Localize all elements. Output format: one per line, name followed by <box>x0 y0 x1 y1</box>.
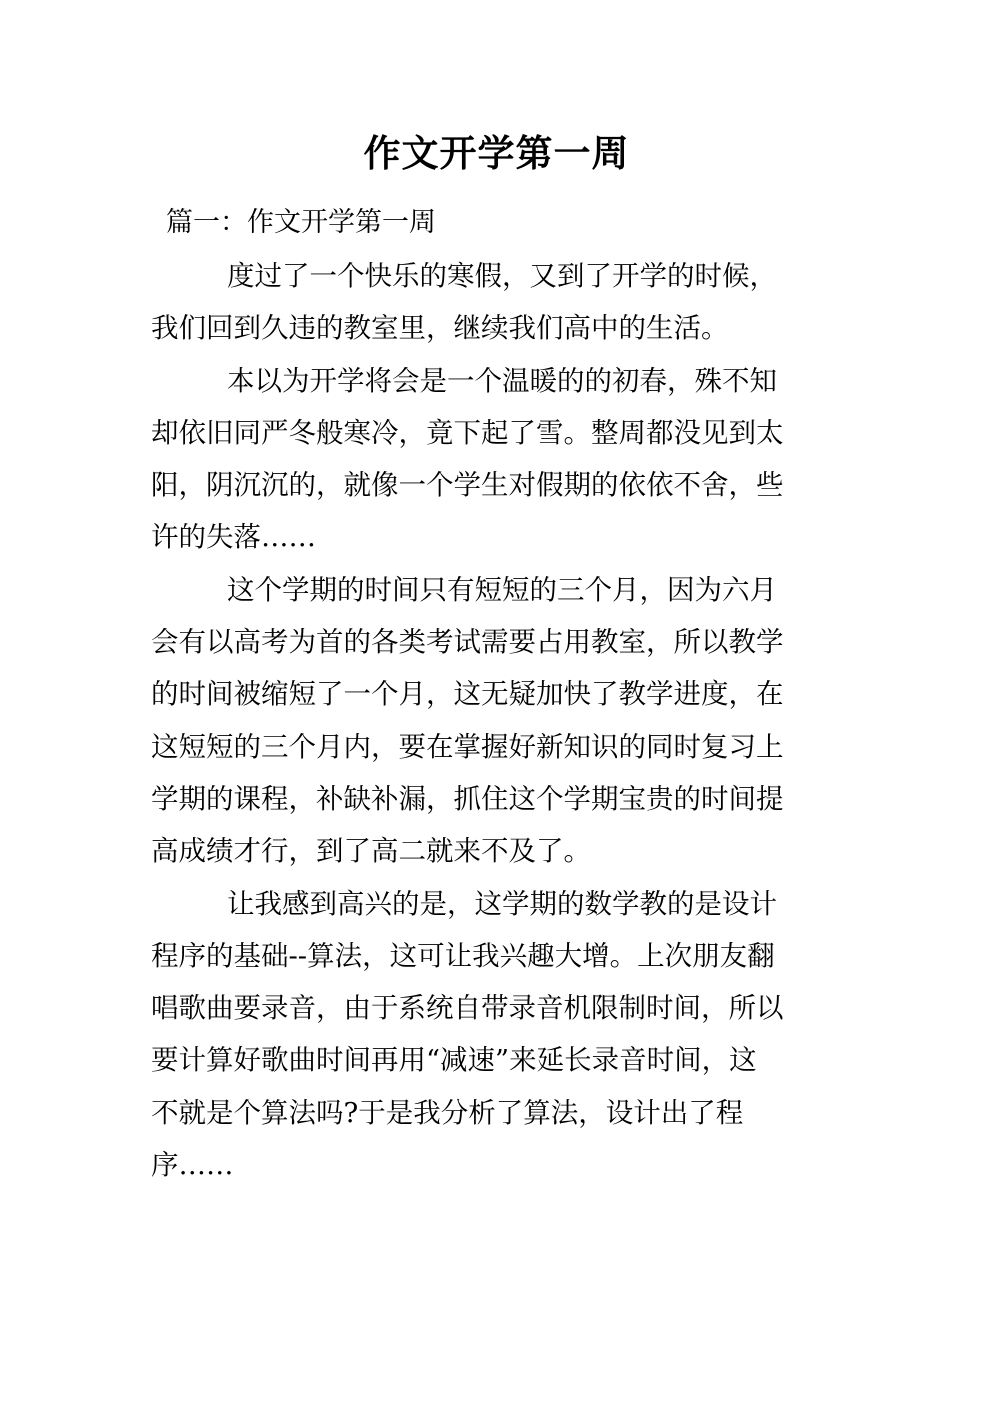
paragraph-4 <box>151 878 843 1192</box>
text-line: 的时间被缩短了一个月，这无疑加快了教学进度，在 <box>151 678 784 711</box>
text-line: 唱歌曲要录音，由于系统自带录音机限制时间，所以 <box>151 992 784 1025</box>
text-line: 序…… <box>151 1149 234 1182</box>
text-line: 我们回到久违的教室里，继续我们高中的生活。 <box>151 312 729 345</box>
paragraph-3 <box>151 564 843 878</box>
document-subtitle: 篇一：作文开学第一周 <box>166 207 436 238</box>
text-line: 要计算好歌曲时间再用“减速”来延长录音时间，这 <box>151 1044 757 1077</box>
paragraph-2 <box>151 355 843 564</box>
text-line: 学期的课程，补缺补漏，抓住这个学期宝贵的时间提 <box>151 782 784 815</box>
text-line: 这个学期的时间只有短短的三个月，因为六月 <box>227 573 777 606</box>
text-line: 度过了一个快乐的寒假，又到了开学的时候， <box>227 260 777 292</box>
paragraph-1 <box>151 250 843 355</box>
text-line: 高成绩才行，到了高二就来不及了。 <box>151 835 591 868</box>
text-line: 阳，阴沉沉的，就像一个学生对假期的依依不舍，些 <box>151 469 784 502</box>
text-line: 这短短的三个月内，要在掌握好新知识的同时复习上 <box>151 730 784 763</box>
text-line: 不就是个算法吗?于是我分析了算法，设计出了程 <box>151 1096 744 1129</box>
text-line: 会有以高考为首的各类考试需要占用教室，所以教学 <box>151 626 784 659</box>
text-line: 程序的基础--算法，这可让我兴趣大增。上次朋友翻 <box>151 939 775 972</box>
text-line: 许的失落…… <box>151 521 316 554</box>
document-title: 作文开学第一周 <box>363 132 630 175</box>
text-line: 却依旧同严冬般寒冷，竟下起了雪。整周都没见到太 <box>151 416 784 449</box>
document-body <box>151 250 843 1191</box>
text-line: 本以为开学将会是一个温暖的的初春，殊不知 <box>227 364 777 397</box>
text-line: 让我感到高兴的是，这学期的数学教的是设计 <box>227 887 777 920</box>
